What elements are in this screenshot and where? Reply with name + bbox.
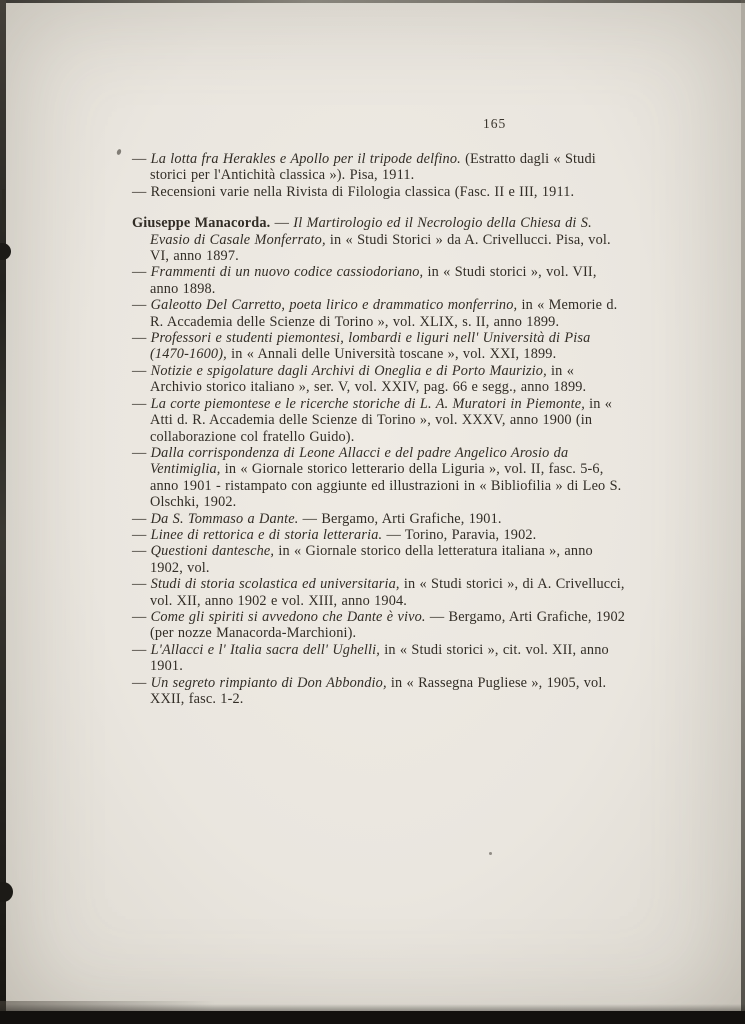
bibliography-entry bbox=[132, 609, 626, 642]
author-name: Giuseppe Manacorda. bbox=[132, 215, 271, 232]
ink-speck bbox=[489, 852, 492, 855]
ink-blob-mark bbox=[0, 243, 11, 260]
work-title: Galeotto Del Carretto, poeta lirico e drammatico monferrino, bbox=[150, 297, 518, 314]
entry-dash: — bbox=[132, 183, 151, 200]
work-title: Da S. Tommaso a Dante. bbox=[150, 510, 299, 527]
work-title: Questioni dantesche, bbox=[150, 543, 275, 560]
work-title: Frammenti di un nuovo codice cassiodoriano, bbox=[150, 264, 424, 281]
bibliography-entry bbox=[132, 511, 626, 527]
bibliography-entry bbox=[132, 184, 626, 200]
work-title: Come gli spiriti si avvedono che Dante è vivo. bbox=[150, 608, 426, 625]
work-title: Notizie e spigolature dagli Archivi di Oneglia e di Porto Maurizio, bbox=[150, 362, 547, 379]
entry-dash: — bbox=[132, 264, 151, 281]
entry-dash: — bbox=[132, 444, 151, 461]
entry-dash: — bbox=[132, 526, 151, 543]
publication-info: (Estratto dagli « Studi storici per l'Antichità classica »). Pisa, 1911. bbox=[150, 151, 596, 184]
publication-info: in « Studi Storici » da A. Crivellucci. Pisa, vol. VI, anno 1897. bbox=[150, 231, 611, 265]
publication-info: Recensioni varie nella Rivista di Filologia classica (Fasc. II e III, 1911. bbox=[150, 183, 575, 200]
bibliography-entry bbox=[132, 576, 626, 609]
publication-info: — Bergamo, Arti Grafiche, 1902 (per nozze Manacorda-Marchioni). bbox=[150, 608, 626, 642]
scan-edge-bottom bbox=[0, 1011, 745, 1024]
work-title: L'Allacci e l' Italia sacra dell' Ughelli, bbox=[150, 641, 380, 658]
entry-dash: — bbox=[132, 510, 151, 527]
page-number: 165 bbox=[483, 116, 507, 131]
publication-info: in « Giornale storico letterario della Liguria », vol. II, fasc. 5-6, anno 1901 - ristampato con aggiunte ed illustrazioni in « Bibliofilia » di Leo S. Olschki, 1902. bbox=[150, 461, 622, 511]
publication-info: in « Giornale storico della letteratura italiana », anno 1902, vol. bbox=[150, 543, 593, 576]
publication-info: — Torino, Paravia, 1902. bbox=[382, 526, 537, 543]
bibliography-entry bbox=[132, 297, 626, 330]
entry-dash: — bbox=[132, 674, 151, 691]
bibliography-entry bbox=[132, 396, 626, 445]
publication-info: — Bergamo, Arti Grafiche, 1901. bbox=[298, 510, 502, 527]
entry-dash: — bbox=[132, 641, 151, 658]
bibliography-entry bbox=[132, 330, 626, 363]
bibliography-entry bbox=[132, 642, 626, 675]
publication-info: in « Atti d. R. Accademia delle Scienze di Torino », vol. XXXV, anno 1900 (in collaborazione col fratello Guido). bbox=[150, 395, 613, 445]
work-title: Un segreto rimpianto di Don Abbondio, bbox=[150, 674, 387, 691]
work-title: Il Martirologio ed il Necrologio della Chiesa di S. Evasio di Casale Monferrato, bbox=[150, 215, 592, 248]
work-title: Professori e studenti piemontesi, lombardi e liguri nell' Università di Pisa (1470-1600), bbox=[150, 330, 591, 363]
bibliography-entry bbox=[132, 527, 626, 543]
bibliography-entry bbox=[132, 363, 626, 396]
work-title: Dalla corrispondenza di Leone Allacci e del padre Angelico Arosio da Ventimiglia, bbox=[150, 444, 569, 478]
entry-dash: — bbox=[132, 362, 151, 379]
publication-info: in « Archivio storico italiano », ser. V, vol. XXIV, pag. 66 e segg., anno 1899. bbox=[150, 362, 587, 396]
entry-dash: — bbox=[132, 151, 151, 167]
publication-info: — bbox=[270, 215, 294, 232]
ink-stroke-mark bbox=[2, 189, 5, 233]
bibliography-entry bbox=[132, 264, 626, 297]
entry-dash: — bbox=[132, 330, 151, 347]
scan-edge-right bbox=[741, 0, 745, 1024]
bibliography-entry bbox=[132, 151, 626, 184]
work-title: Studi di storia scolastica ed universitaria, bbox=[150, 576, 400, 593]
entry-dash: — bbox=[132, 608, 151, 625]
scan-edge-top bbox=[0, 0, 745, 3]
entry-dash: — bbox=[132, 576, 151, 593]
publication-info: in « Annali delle Università toscane », vol. XXI, 1899. bbox=[226, 346, 557, 363]
entry-dash: — bbox=[132, 297, 151, 314]
ink-blob-mark bbox=[0, 882, 13, 902]
publication-info: in « Studi storici », vol. VII, anno 1898. bbox=[150, 264, 597, 297]
entry-dash: — bbox=[132, 543, 151, 560]
work-title: La corte piemontese e le ricerche storiche di L. A. Muratori in Piemonte, bbox=[150, 395, 585, 412]
work-title: La lotta fra Herakles e Apollo per il tripode delfino. bbox=[150, 151, 461, 167]
bibliography-list bbox=[132, 151, 626, 707]
bibliography-entry bbox=[132, 675, 626, 708]
bibliography-entry bbox=[132, 543, 626, 576]
publication-info: in « Studi storici », di A. Crivellucci, vol. XII, anno 1902 e vol. XIII, anno 1904. bbox=[150, 576, 625, 609]
publication-info: in « Studi storici », cit. vol. XII, anno 1901. bbox=[150, 641, 609, 675]
bibliography-entry-author bbox=[132, 215, 626, 264]
ink-speck bbox=[116, 148, 122, 155]
work-title: Linee di rettorica e di storia letteraria. bbox=[150, 526, 383, 543]
publication-info: in « Rassegna Pugliese », 1905, vol. XXII, fasc. 1-2. bbox=[150, 674, 607, 707]
scan-edge-left bbox=[0, 0, 6, 1024]
publication-info: in « Memorie d. R. Accademia delle Scienze di Torino », vol. XLIX, s. II, anno 1899. bbox=[150, 297, 618, 330]
entry-dash: — bbox=[132, 395, 151, 412]
bibliography-entry bbox=[132, 445, 626, 511]
